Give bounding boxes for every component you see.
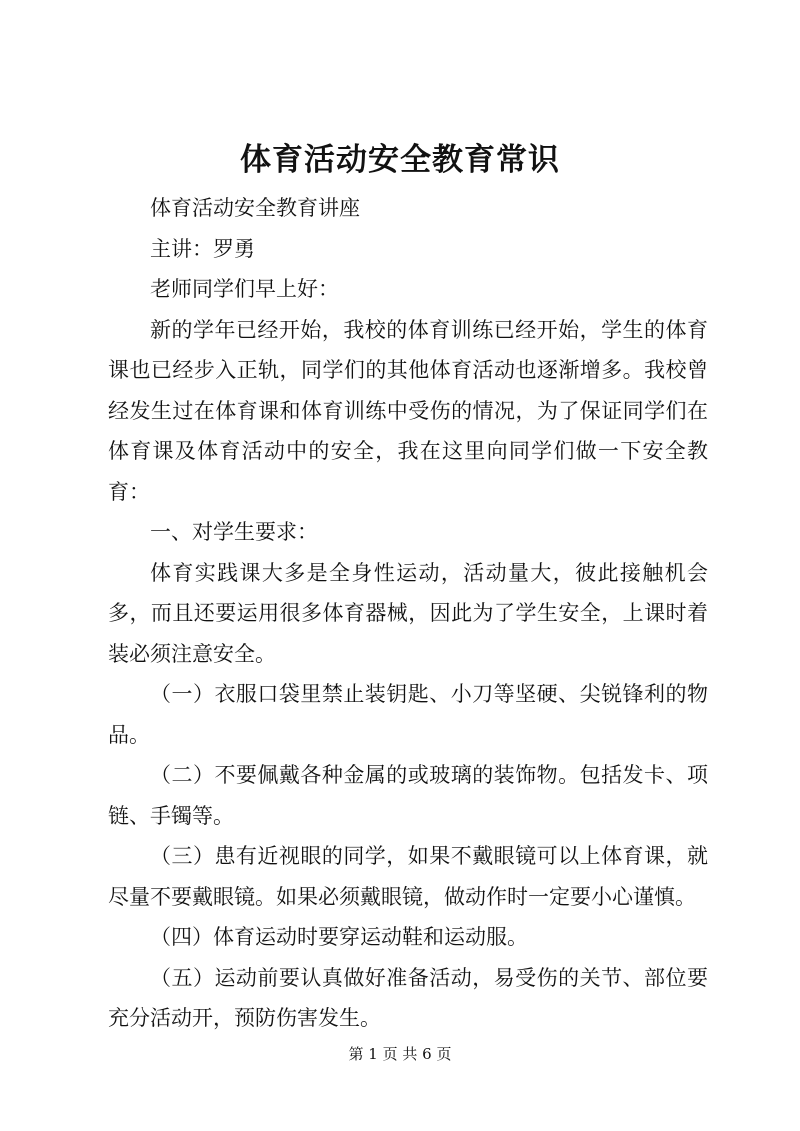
requirements-paragraph: 体育实践课大多是全身性运动，活动量大，彼此接触机会多，而且还要运用很多体育器械，因此为了学生安全，上课时着装必须注意安全。: [108, 560, 708, 666]
rule-item-5: （五）运动前要认真做好准备活动，易受伤的关节、部位要充分活动开，预防伤害发生。: [108, 965, 708, 1030]
speaker-line: 主讲：罗勇: [150, 236, 255, 261]
intro-paragraph: 新的学年已经开始，我校的体育训练已经开始，学生的体育课也已经步入正轨，同学们的其他体育活动也逐渐增多。我校曾经发生过在体育课和体育训练中受伤的情况，为了保证同学们在体育课及体育活动中的安全，我在这里向同学们做一下安全教育：: [108, 317, 708, 504]
greeting: 老师同学们早上好：: [150, 277, 339, 301]
section-heading-student-requirements: 一、对学生要求：: [150, 520, 318, 544]
rule-item-2: （二）不要佩戴各种金属的或玻璃的装饰物。包括发卡、项链、手镯等。: [108, 763, 708, 828]
document-title: 体育活动安全教育常识: [240, 142, 560, 178]
rule-item-4: （四）体育运动时要穿运动鞋和运动服。: [150, 925, 528, 949]
rule-item-1: （一）衣服口袋里禁止装钥匙、小刀等坚硬、尖锐锋利的物品。: [108, 682, 708, 747]
rule-item-3: （三）患有近视眼的同学，如果不戴眼镜可以上体育课，就尽量不要戴眼镜。如果必须戴眼镜，做动作时一定要小心谨慎。: [108, 844, 708, 909]
page-footer: 第 1 页 共 6 页: [348, 1045, 452, 1063]
lecture-heading: 体育活动安全教育讲座: [150, 196, 360, 220]
document-body: [108, 188, 708, 1039]
